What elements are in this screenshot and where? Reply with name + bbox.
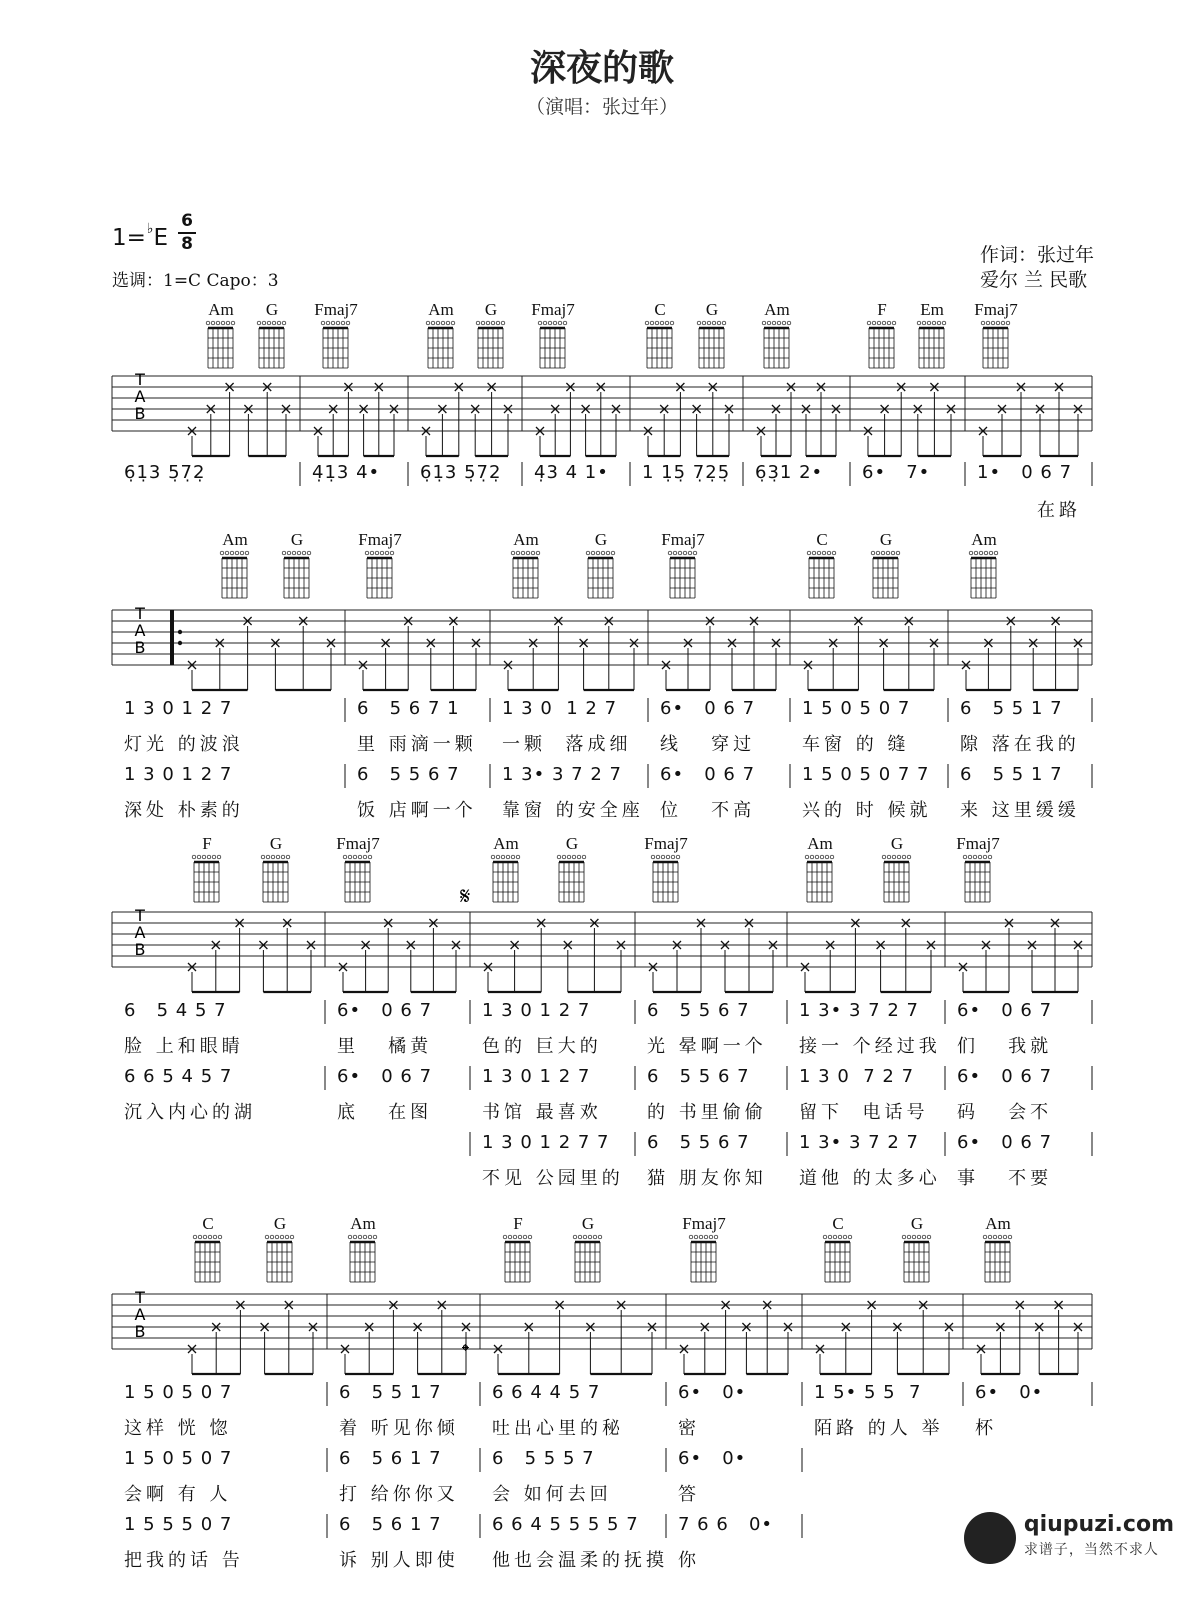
lyric-measure: 灯光 的波浪 — [124, 734, 244, 755]
tab-letter: T — [135, 906, 145, 925]
performer-line: （演唱：张过年） — [525, 96, 678, 118]
lyric-measure: 里 橘黄 — [337, 1036, 433, 1057]
jianpu-measure: 1 3 0 1 2 7 — [124, 764, 233, 785]
jianpu-measure: 6• 0 6 7 — [660, 764, 756, 785]
chord-name: G — [290, 530, 304, 549]
lyric-measure: 码 会不 — [957, 1102, 1053, 1123]
chord-name: Fmaj7 — [974, 300, 1018, 319]
lyric-measure: 色的 巨大的 — [482, 1036, 602, 1057]
chord-name: Em — [920, 300, 944, 319]
logo-icon — [964, 1512, 1016, 1564]
chord-diagram — [649, 854, 683, 904]
chord-name: F — [513, 1214, 523, 1233]
chord-diagram — [191, 1234, 225, 1284]
chord-diagram — [571, 1234, 605, 1284]
credits — [980, 243, 1094, 293]
chord-diagram — [643, 320, 677, 370]
capo-line: 选调：1=C Capo：3 — [112, 271, 279, 291]
chord-name: Am — [764, 300, 790, 319]
chord-name: Am — [493, 834, 519, 853]
jianpu-measure: 6• 0• — [678, 1448, 747, 1469]
chord-name: G — [879, 530, 893, 549]
jianpu-measure: 6̣3̣1 2• — [755, 462, 824, 483]
jianpu-measure: 1 5 0 5 0 7 7 — [802, 764, 930, 785]
lyric-measure: 底 在图 — [337, 1102, 433, 1123]
jianpu-measure: 1 5• 5 5 7 — [814, 1382, 922, 1403]
jianpu-measure: 6 5 5 6 7 — [647, 1000, 750, 1021]
chord-diagram — [263, 1234, 297, 1284]
chord-diagram — [346, 1234, 380, 1284]
lyric-measure: 沉入内心的湖 — [124, 1102, 256, 1123]
chord-diagram — [961, 854, 995, 904]
chord-diagram — [584, 550, 618, 600]
chord-diagram — [695, 320, 729, 370]
chord-name: Fmaj7 — [661, 530, 705, 549]
flat-sign: ♭ — [146, 221, 154, 237]
coda-sign: 𝄌 — [462, 1339, 469, 1363]
lyric-measure: 诉 别人即使 — [339, 1550, 459, 1571]
jianpu-measure: 6 5 5 1 7 — [960, 764, 1063, 785]
jianpu-measure: 6̣1̣3 5̣7̣2̣ — [124, 462, 206, 483]
lyric-measure: 一颗 落成细 — [502, 734, 632, 755]
chord-name: Fmaj7 — [358, 530, 402, 549]
song-title: 深夜的歌 — [529, 48, 674, 89]
jianpu-measure: 6̣1̣3 5̣7̣2̣ — [420, 462, 502, 483]
chord-diagram — [666, 550, 700, 600]
chord-diagram — [900, 1234, 934, 1284]
jianpu-measure: 6• 0• — [678, 1382, 747, 1403]
chord-diagram — [218, 550, 252, 600]
chord-diagram — [259, 854, 293, 904]
chord-name: C — [832, 1214, 844, 1233]
chord-diagram — [555, 854, 589, 904]
lyric-measure: 着 听见你倾 — [339, 1418, 459, 1439]
chord-name: G — [273, 1214, 287, 1233]
jianpu-measure: 6• 7• — [862, 462, 931, 483]
lyric-measure: 脸 上和眼睛 — [124, 1036, 244, 1057]
chord-diagram — [865, 320, 899, 370]
tab-letter: A — [134, 1305, 146, 1324]
chord-diagram — [869, 550, 903, 600]
chord-diagram — [190, 854, 224, 904]
time-sig-top: 6 — [181, 211, 193, 231]
chord-name: Fmaj7 — [682, 1214, 726, 1233]
key-note: E — [153, 225, 169, 251]
chord-diagram — [880, 854, 914, 904]
chord-name: F — [877, 300, 887, 319]
lyric-measure: 们 我就 — [957, 1036, 1053, 1057]
chord-name: G — [484, 300, 498, 319]
watermark-slogan: 求谱子，当然不求人 — [1023, 1542, 1159, 1558]
jianpu-measure: 1 3 0 1 2 7 — [482, 1066, 591, 1087]
jianpu-measure: 6 6 4 5 5 5 5 7 — [492, 1514, 639, 1535]
jianpu-measure: 6• 0 6 7 — [957, 1132, 1053, 1153]
lyricist-credit: 作词：张过年 — [980, 244, 1095, 266]
jianpu-measure: 6 5 6 7 1 — [357, 698, 460, 719]
chord-name: Fmaj7 — [314, 300, 358, 319]
lyric-measure: 道他 的太多心 — [799, 1168, 941, 1189]
lyric-measure: 陌路 的人 举 — [814, 1418, 944, 1439]
jianpu-measure: 1 3 0 7 2 7 — [799, 1066, 915, 1087]
watermark — [1024, 1512, 1174, 1559]
lyric-measure: 打 给你你又 — [339, 1484, 459, 1505]
chord-name: C — [654, 300, 666, 319]
chord-diagram — [981, 1234, 1015, 1284]
watermark-site: qiupuzi.com — [1023, 1512, 1174, 1537]
lyric-measure: 吐出心里的秘 — [492, 1418, 624, 1439]
chord-name: G — [910, 1214, 924, 1233]
chord-diagram — [979, 320, 1013, 370]
jianpu-measure: 1 3 0 1 2 7 — [124, 698, 233, 719]
lyric-measure: 事 不要 — [957, 1168, 1053, 1189]
chord-diagram — [474, 320, 508, 370]
jianpu-measure: 6 5 6 1 7 — [339, 1448, 442, 1469]
lyric-measure: 接一 个经过我 — [799, 1036, 941, 1057]
jianpu-measure: 6• 0 6 7 — [337, 1000, 433, 1021]
tab-letter: T — [135, 1288, 145, 1307]
tab-letter: T — [135, 370, 145, 389]
tab-letter: B — [134, 404, 146, 423]
jianpu-measure: 1 3• 3 7 2 7 — [502, 764, 622, 785]
lyric-measure: 在路 — [1037, 500, 1081, 521]
jianpu-measure: 1 1̣5̣ 7̣2̣5̣ — [642, 462, 731, 483]
lyric-measure: 深处 朴素的 — [124, 800, 244, 821]
jianpu-measure: 4̣1̣3 4• — [312, 462, 381, 483]
lyric-measure: 你 — [678, 1550, 700, 1571]
lyric-measure: 来 这里缓缓 — [960, 800, 1080, 821]
chord-diagram — [967, 550, 1001, 600]
lyric-measure: 靠窗 的安全座 — [502, 800, 644, 821]
segno-sign: 𝄋 — [460, 882, 471, 910]
jianpu-measure: 1 3 0 1 2 7 7 — [482, 1132, 610, 1153]
lyric-measure: 兴的 时 候就 — [802, 800, 932, 821]
chord-diagram — [803, 854, 837, 904]
lyric-measure: 的 书里偷偷 — [647, 1102, 767, 1123]
chord-diagram — [424, 320, 458, 370]
lyric-measure: 猫 朋友你知 — [647, 1168, 767, 1189]
chord-name: G — [581, 1214, 595, 1233]
lyric-measure: 不见 公园里的 — [482, 1168, 624, 1189]
lyric-measure: 里 雨滴一颗 — [357, 734, 477, 755]
lyric-measure: 把我的话 告 — [124, 1550, 244, 1571]
chord-diagram — [805, 550, 839, 600]
jianpu-measure: 6 5 5 1 7 — [339, 1382, 442, 1403]
chord-diagram — [341, 854, 375, 904]
lyric-measure: 会啊 有 人 — [124, 1484, 232, 1505]
tab-letter: B — [134, 638, 146, 657]
key-signature — [112, 221, 169, 251]
jianpu-measure: 7 6 6 0• — [678, 1514, 774, 1535]
lyric-measure: 留下 电话号 — [799, 1102, 929, 1123]
jianpu-measure: 1• 0 6 7 — [977, 462, 1073, 483]
jianpu-measure: 6• 0 6 7 — [660, 698, 756, 719]
tab-letter: T — [135, 604, 145, 623]
jianpu-measure: 1 3 0 1 2 7 — [482, 1000, 591, 1021]
tab-letter: A — [134, 923, 146, 942]
chord-name: G — [705, 300, 719, 319]
jianpu-measure: 6 5 5 6 7 — [357, 764, 460, 785]
jianpu-measure: 1 3• 3 7 2 7 — [799, 1000, 919, 1021]
jianpu-measure: 6 5 5 6 7 — [647, 1066, 750, 1087]
jianpu-measure: 6• 0 6 7 — [337, 1066, 433, 1087]
lyric-measure: 车窗 的 缝 — [802, 734, 910, 755]
tab-letter: A — [134, 387, 146, 406]
chord-name: Fmaj7 — [531, 300, 575, 319]
chord-diagram — [204, 320, 238, 370]
jianpu-measure: 6 6 4 4 5 7 — [492, 1382, 601, 1403]
chord-diagram — [687, 1234, 721, 1284]
lyric-measure: 这样 恍 惚 — [124, 1418, 232, 1439]
chord-diagram — [319, 320, 353, 370]
lyric-measure: 答 — [678, 1484, 700, 1505]
chord-name: Am — [428, 300, 454, 319]
chord-name: Fmaj7 — [336, 834, 380, 853]
lyric-measure: 隙 落在我的 — [960, 734, 1080, 755]
jianpu-measure: 1 5 0 5 0 7 — [124, 1448, 233, 1469]
chord-diagram — [489, 854, 523, 904]
chord-name: G — [890, 834, 904, 853]
jianpu-measure: 1 5 0 5 0 7 — [802, 698, 911, 719]
jianpu-measure: 1 5 5 5 0 7 — [124, 1514, 233, 1535]
lyric-measure: 杯 — [975, 1418, 997, 1439]
chord-name: G — [265, 300, 279, 319]
jianpu-measure: 1 3 0 1 2 7 — [502, 698, 618, 719]
jianpu-measure: 6• 0 6 7 — [957, 1000, 1053, 1021]
chord-diagram — [760, 320, 794, 370]
chord-name: Fmaj7 — [956, 834, 1000, 853]
chord-diagram — [363, 550, 397, 600]
chord-name: F — [202, 834, 212, 853]
composer-credit: 爱尔 兰 民歌 — [980, 269, 1088, 291]
chord-name: C — [816, 530, 828, 549]
time-sig-bottom: 8 — [181, 234, 193, 254]
chord-name: Am — [513, 530, 539, 549]
jianpu-measure: 6• 0 6 7 — [957, 1066, 1053, 1087]
chord-name: Am — [350, 1214, 376, 1233]
lyric-measure: 线 穿过 — [660, 734, 756, 755]
lyric-measure: 书馆 最喜欢 — [482, 1102, 602, 1123]
chord-name: Am — [971, 530, 997, 549]
tab-letter: A — [134, 621, 146, 640]
chord-diagram — [509, 550, 543, 600]
jianpu-measure: 4̣3 4 1• — [534, 462, 609, 483]
tab-letter: B — [134, 940, 146, 959]
chord-diagram — [501, 1234, 535, 1284]
chord-name: Am — [208, 300, 234, 319]
jianpu-measure: 1 3• 3 7 2 7 — [799, 1132, 919, 1153]
lyric-measure: 密 — [678, 1418, 700, 1439]
chord-name: Am — [807, 834, 833, 853]
tab-letter: B — [134, 1322, 146, 1341]
lyric-measure: 他也会温柔的抚摸 — [492, 1550, 668, 1571]
lyric-measure: 位 不高 — [660, 800, 756, 821]
key-prefix: 1= — [112, 225, 146, 251]
chord-name: G — [594, 530, 608, 549]
chord-diagram — [280, 550, 314, 600]
lyric-measure: 会 如何去回 — [492, 1484, 612, 1505]
jianpu-measure: 6 5 4 5 7 — [124, 1000, 227, 1021]
chord-name: Am — [985, 1214, 1011, 1233]
chord-diagram — [821, 1234, 855, 1284]
chord-name: C — [202, 1214, 214, 1233]
time-signature — [178, 212, 196, 254]
chord-name: G — [565, 834, 579, 853]
chord-diagram — [255, 320, 289, 370]
chord-diagram — [536, 320, 570, 370]
jianpu-measure: 6 5 5 1 7 — [960, 698, 1063, 719]
jianpu-measure: 6 6 5 4 5 7 — [124, 1066, 233, 1087]
chord-name: G — [269, 834, 283, 853]
jianpu-measure: 6• 0• — [975, 1382, 1044, 1403]
jianpu-measure: 6 5 6 1 7 — [339, 1514, 442, 1535]
jianpu-measure: 1 5 0 5 0 7 — [124, 1382, 233, 1403]
jianpu-measure: 6 5 5 6 7 — [647, 1132, 750, 1153]
lyric-measure: 饭 店啊一个 — [357, 800, 477, 821]
jianpu-measure: 6 5 5 5 7 — [492, 1448, 595, 1469]
chord-name: Am — [222, 530, 248, 549]
chord-name: Fmaj7 — [644, 834, 688, 853]
chord-diagram — [915, 320, 949, 370]
lyric-measure: 光 晕啊一个 — [647, 1036, 767, 1057]
